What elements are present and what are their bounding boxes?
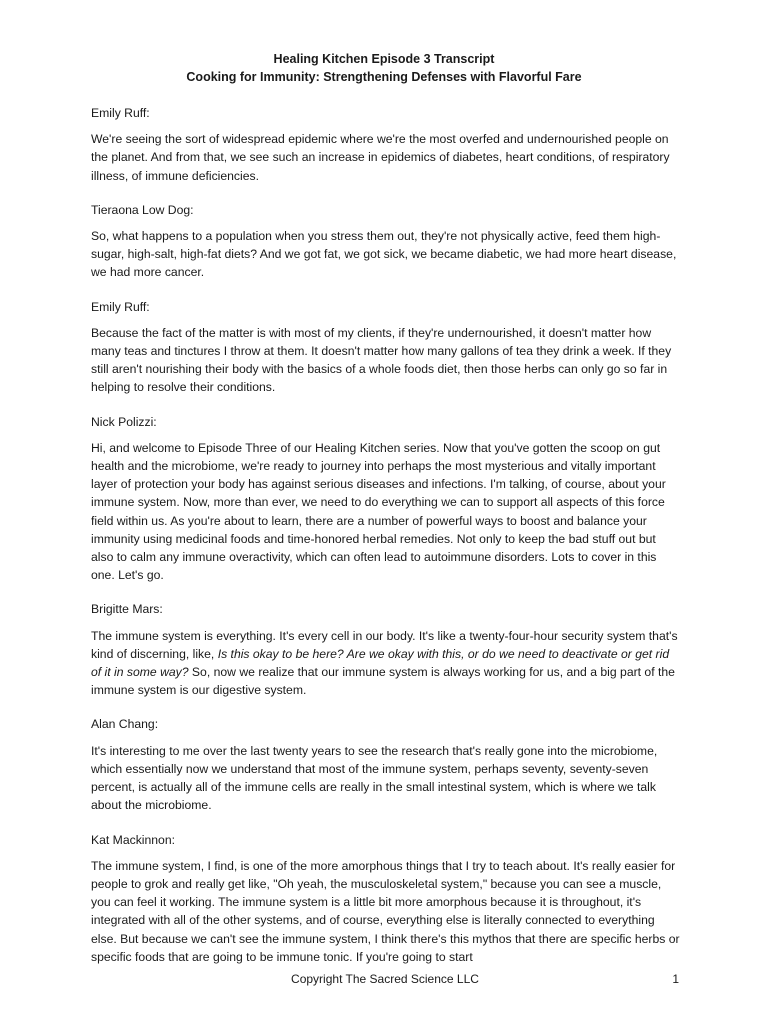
speaker-name: Nick Polizzi: [91, 414, 157, 429]
transcript-block [91, 201, 681, 282]
page-footer [91, 971, 679, 987]
transcript-block [91, 413, 681, 585]
document-header [0, 50, 768, 86]
speaker-paragraph: The immune system, I find, is one of the more amorphous things that I try to teach about. It's really easier for people to grok and really get like, "Oh yeah, the musculoskeletal system," because you can see a muscle, you can feel it working. The immune system is a little bit more amorphous because it is throughout, it's integrated with all of the other systems, and of course, everything else is literally connected to everything else. But because we can't see the immune system, I think there's this mythos that there are specific herbs or specific foods that are going to be immune tonic. If you're going to start [91, 858, 680, 964]
speaker-name: Kat Mackinnon: [91, 832, 176, 847]
paragraph-text: The immune system is everything. It's every cell in our body. It's like a twenty-four-hour security system that's kind of discerning, like, [91, 628, 678, 661]
speaker-paragraph: It's interesting to me over the last twenty years to see the research that's really gone into the microbiome, which essentially now we understand that most of the immune system, perhaps seventy, seventy-seven percent, is actually all of the immune cells are really in the small intestinal system, which is where we talk about the microbiome. [91, 743, 658, 813]
document-title: Healing Kitchen Episode 3 Transcript [273, 52, 495, 66]
transcript-block [91, 715, 681, 814]
transcript-block [91, 104, 681, 185]
copyright-notice: Copyright The Sacred Science LLC [291, 972, 479, 986]
document-subtitle: Cooking for Immunity: Strengthening Defenses with Flavorful Fare [186, 70, 582, 84]
transcript-block [91, 600, 681, 699]
speaker-paragraph [91, 627, 681, 700]
speaker-name: Tieraona Low Dog: [91, 202, 194, 217]
speaker-paragraph: So, what happens to a population when you stress them out, they're not physically active, feed them high-sugar, high-salt, high-fat diets? And we got fat, we got sick, we became diabetic, we had more heart disease, we had more cancer. [91, 229, 677, 280]
speaker-name: Emily Ruff: [91, 106, 150, 120]
speaker-name: Brigitte Mars: [91, 602, 163, 617]
speaker-name: Alan Chang: [91, 717, 159, 732]
speaker-paragraph: We're seeing the sort of widespread epidemic where we're the most overfed and undernourished people on the planet. And from that, we see such an increase in epidemics of diabetes, heart conditions, of respiratory illness, of immune deficiencies. [91, 132, 670, 183]
transcript-body [91, 104, 681, 982]
speaker-paragraph: Hi, and welcome to Episode Three of our Healing Kitchen series. Now that you've gotten the scoop on gut health and the microbiome, we're ready to journey into perhaps the most mysterious and vitally important layer of protection your body has against serious diseases and infections. I'm talking, of course, about your immune system. Now, more than ever, we need to do everything we can to support all aspects of this force field within us. As you're about to learn, there are a number of powerful ways to boost and balance your immunity using medicinal foods and time-honored herbal remedies. Not only to keep the bad stuff out but also to calm any immune overactivity, which can often lead to autoimmune disorders. Lots to cover in this one. Let's go. [91, 440, 666, 583]
transcript-block [91, 831, 681, 966]
speaker-paragraph: Because the fact of the matter is with most of my clients, if they're undernourished, it doesn't matter how many teas and tinctures I throw at them. It doesn't matter how many gallons of tea they drink a week. If they still aren't nourishing their body with the basics of a whole foods diet, then those herbs can only go so far in helping to resolve their conditions. [91, 325, 672, 395]
paragraph-text: So, now we realize that our immune system is always working for us, and a big part of the immune system is our digestive system. [91, 665, 675, 698]
italic-quote: Is this okay to be here? Are we okay with this, or do we need to deactivate or get rid of it in some way? [91, 646, 670, 680]
page-number: 1 [672, 972, 679, 986]
transcript-block [91, 298, 681, 397]
speaker-name: Emily Ruff: [91, 299, 150, 314]
